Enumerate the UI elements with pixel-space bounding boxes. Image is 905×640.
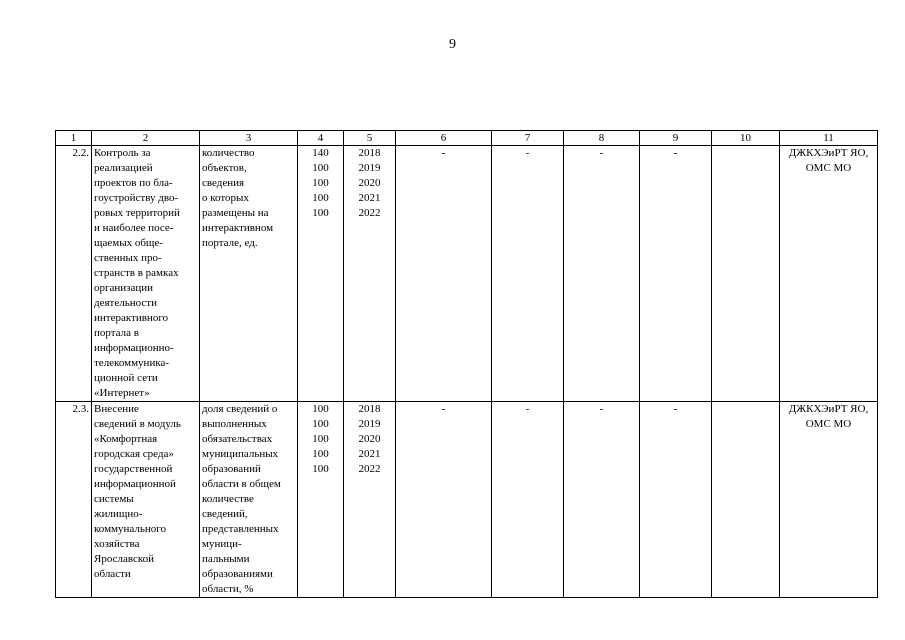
value-cell (298, 146, 344, 402)
measure-name-line: реализацией (94, 162, 153, 174)
row-number: 2.2. (56, 146, 92, 402)
header-cell: 5 (344, 131, 396, 146)
value-item: 100 (312, 418, 329, 430)
measure-name-line: деятельности (94, 297, 157, 309)
executor-cell (780, 146, 878, 402)
value-cell (298, 402, 344, 598)
measure-name-line: гоустройству дво- (94, 192, 179, 204)
indicator-cell (200, 146, 298, 402)
year-item: 2019 (358, 418, 381, 430)
header-cell: 8 (564, 131, 640, 146)
year-item: 2022 (358, 463, 381, 475)
header-cell: 7 (492, 131, 564, 146)
year-item: 2018 (358, 403, 381, 415)
header-cell: 9 (640, 131, 712, 146)
value-item: 100 (312, 162, 329, 174)
indicator-line: доля сведений о (202, 403, 278, 415)
year-cell (344, 146, 396, 402)
year-item: 2022 (358, 207, 381, 219)
indicator-line: муниципальных (202, 448, 279, 460)
measure-name-line: информационной (94, 478, 176, 490)
indicator-cell (200, 402, 298, 598)
col9-cell: - (640, 146, 712, 402)
indicator-line: муници- (202, 538, 242, 550)
value-item: 100 (312, 207, 329, 219)
measure-name-line: портала в (94, 327, 139, 339)
executor-line: ОМС МО (805, 162, 852, 174)
measure-name-line: Внесение (94, 403, 139, 415)
header-cell: 2 (92, 131, 200, 146)
value-item: 140 (312, 147, 329, 159)
year-item: 2021 (358, 448, 381, 460)
header-cell: 10 (712, 131, 780, 146)
indicator-line: портале, ед. (202, 237, 258, 249)
measure-name-line: «Комфортная (94, 433, 158, 445)
col8-cell: - (564, 146, 640, 402)
year-item: 2021 (358, 192, 381, 204)
executor-cell (780, 402, 878, 598)
indicator-line: сведения (202, 177, 245, 189)
indicator-line: области в общем (202, 478, 281, 490)
header-cell: 4 (298, 131, 344, 146)
indicator-line: образований (202, 463, 261, 475)
measure-name-line: проектов по бла- (94, 177, 173, 189)
col10-cell (712, 146, 780, 402)
year-item: 2019 (358, 162, 381, 174)
measure-name-line: системы (94, 493, 134, 505)
measure-name-line: хозяйства (94, 538, 140, 550)
measure-name-cell (92, 146, 200, 402)
value-item: 100 (312, 403, 329, 415)
year-item: 2020 (358, 177, 381, 189)
value-item: 100 (312, 177, 329, 189)
measure-name-line: информационно- (94, 342, 174, 354)
measure-name-line: Ярославской (94, 553, 155, 565)
header-cell: 3 (200, 131, 298, 146)
col6-cell: - (396, 146, 492, 402)
measure-name-line: государственной (94, 463, 173, 475)
measure-name-line: области (94, 568, 131, 580)
indicator-line: пальными (202, 553, 250, 565)
value-item: 100 (312, 433, 329, 445)
measure-name-cell (92, 402, 200, 598)
year-item: 2018 (358, 147, 381, 159)
header-cell: 1 (56, 131, 92, 146)
executor-line: ДЖКХЭиРТ ЯО, (788, 147, 869, 159)
year-item: 2020 (358, 433, 381, 445)
indicator-line: объектов, (202, 162, 247, 174)
col7-cell: - (492, 146, 564, 402)
measure-name-line: ровых территорий (94, 207, 180, 219)
indicator-line: области, % (202, 583, 254, 595)
measure-name-line: щаемых обще- (94, 237, 163, 249)
value-item: 100 (312, 192, 329, 204)
indicator-line: сведений, (202, 508, 248, 520)
page-number: 9 (449, 37, 456, 52)
row-number: 2.3. (56, 402, 92, 598)
measure-name-line: коммунального (94, 523, 166, 535)
measure-name-line: интерактивного (94, 312, 169, 324)
table-header-row (56, 131, 878, 146)
measure-name-line: и наиболее посе- (94, 222, 174, 234)
table-row (56, 402, 878, 598)
header-cell: 11 (780, 131, 878, 146)
indicator-line: о которых (202, 192, 249, 204)
measure-name-line: Контроль за (94, 147, 151, 159)
measures-table (55, 130, 878, 598)
indicator-line: обязательствах (202, 433, 273, 445)
indicator-line: количестве (202, 493, 254, 505)
indicator-line: образованиями (202, 568, 273, 580)
measure-name-line: городская среда» (94, 448, 174, 460)
col6-cell: - (396, 402, 492, 598)
indicator-line: размещены на (202, 207, 269, 219)
measure-name-line: организации (94, 282, 154, 294)
measure-name-line: ственных про- (94, 252, 162, 264)
indicator-line: представленных (202, 523, 279, 535)
measure-name-line: жилищно- (94, 508, 143, 520)
col10-cell (712, 402, 780, 598)
indicator-line: интерактивном (202, 222, 274, 234)
table-row (56, 146, 878, 402)
measure-name-line: странств в рамках (94, 267, 179, 279)
indicator-line: выполненных (202, 418, 267, 430)
value-item: 100 (312, 463, 329, 475)
measure-name-line: ционной сети (94, 372, 158, 384)
year-cell (344, 402, 396, 598)
col9-cell: - (640, 402, 712, 598)
measure-name-line: «Интернет» (94, 387, 150, 399)
col7-cell: - (492, 402, 564, 598)
col8-cell: - (564, 402, 640, 598)
header-cell: 6 (396, 131, 492, 146)
executor-line: ОМС МО (805, 418, 852, 430)
value-item: 100 (312, 448, 329, 460)
indicator-line: количество (202, 147, 255, 159)
measure-name-line: сведений в модуль (94, 418, 181, 430)
measure-name-line: телекоммуника- (94, 357, 170, 369)
executor-line: ДЖКХЭиРТ ЯО, (788, 403, 869, 415)
